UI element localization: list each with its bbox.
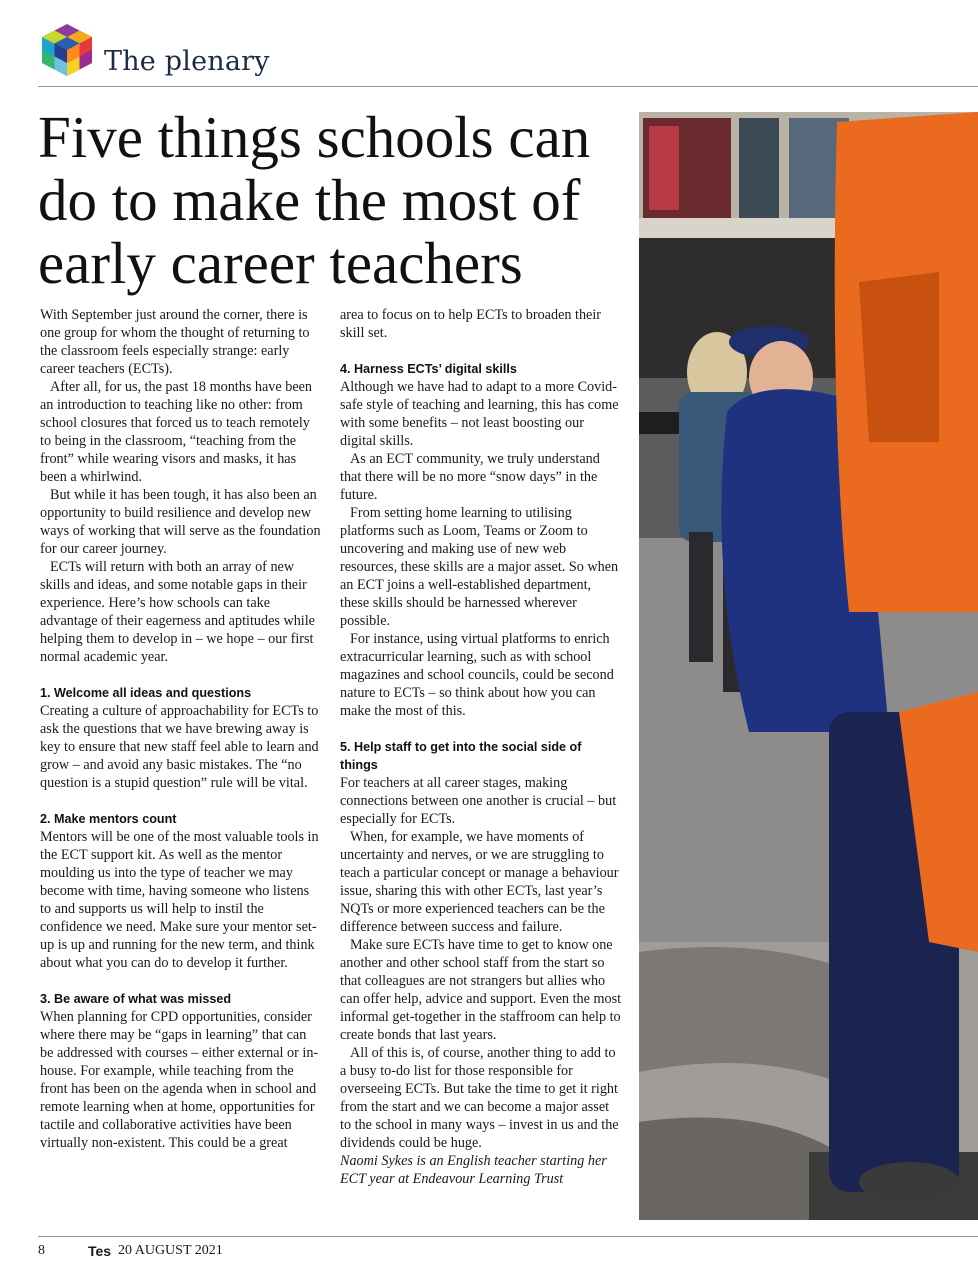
section-5-paragraph: All of this is, of course, another thing to add to a busy to-do list for those responsible for overseeing ECTs. But take the time to get it right from the start and we can become a major asset to the school in many ways – invest in us and the dividends could be huge.: [340, 1045, 619, 1151]
section-4-paragraph: From setting home learning to utilising platforms such as Loom, Teams or Zoom to uncovering and making use of new web resources, these skills are a major asset. So when an ECT joins a well-established department, these skills should be harnessed wherever possible.: [340, 505, 619, 629]
intro-paragraph: But while it has been tough, it has also been an opportunity to build resilience and develop new ways of working that will serve as the foundation for our career journey.: [40, 487, 321, 557]
article-column-2: [340, 306, 622, 1188]
section-heading-2: 2. Make mentors count: [40, 812, 177, 826]
section-heading-3: 3. Be aware of what was missed: [40, 992, 232, 1006]
section-4-paragraph: As an ECT community, we truly understand that there will be no more “snow days” in the future.: [340, 451, 600, 503]
section-1-paragraph: Creating a culture of approachability for ECTs to ask the questions that we have brewing away is key to ensure that new staff feel able to learn and grow – and avoid any basic mistakes. The “no question is a stupid question” rule will be vital.: [40, 703, 319, 791]
man-carrying-orange-letter-photo-icon: [639, 112, 978, 1220]
section-label: The plenary: [104, 46, 270, 77]
page-header: [38, 22, 978, 88]
section-5-paragraph: When, for example, we have moments of uncertainty and nerves, or we are struggling to teach a particular concept or manage a behaviour issue, sharing this with other ECTs, last year’s NQTs or more experienced teachers can be the difference between success and failure.: [340, 829, 619, 935]
section-4-paragraph: For instance, using virtual platforms to enrich extracurricular learning, such as with school magazines and school councils, could be second nature to ECTs – so think about how you can make the most of this.: [340, 631, 614, 719]
section-heading-4: 4. Harness ECTs’ digital skills: [340, 362, 517, 376]
section-heading-1: 1. Welcome all ideas and questions: [40, 686, 252, 700]
section-heading-5: 5. Help staff to get into the social side of things: [340, 740, 582, 772]
cube-mosaic-logo-icon: [38, 22, 96, 78]
section-3-paragraph-cont: area to focus on to help ECTs to broaden their skill set.: [340, 307, 602, 341]
article-title: Five things schools can do to make the most of early career teachers: [38, 104, 591, 296]
section-5-paragraph: Make sure ECTs have time to get to know one another and other school staff from the start so that colleagues are not strangers but allies who can offer help, advice and support. Even the most informal get-together in the staffroom can help to create bonds that last years.: [340, 937, 622, 1043]
intro-paragraph: After all, for us, the past 18 months have been an introduction to teaching like no other: from school closures that forced us to teach remotely to being in the classroom, “teaching from the front” while wearing visors and masks, it has been a whirlwind.: [40, 379, 313, 485]
author-byline: Naomi Sykes is an English teacher starting her ECT year at Endeavour Learning Trust: [340, 1153, 607, 1187]
section-4-paragraph: Although we have had to adapt to a more Covid-safe style of teaching and learning, this has come with some benefits – not least boosting our digital skills.: [340, 379, 619, 449]
header-divider: [38, 86, 978, 87]
section-2-paragraph: Mentors will be one of the most valuable tools in the ECT support kit. As well as the mentor moulding us into the type of teacher we may become with time, having someone who listens to and supports us will help to instil the confidence we need. Make sure your mentor set-up is up and running for the new term, and think about what you can do to develop it further.: [40, 829, 319, 971]
footer-divider: [38, 1236, 978, 1237]
issue-date: 20 AUGUST 2021: [118, 1243, 223, 1258]
page-number: 8: [38, 1243, 45, 1258]
section-5-paragraph: For teachers at all career stages, making connections between one another is crucial – but especially for ECTs.: [340, 775, 617, 827]
article-column-1: [40, 306, 322, 1152]
section-3-paragraph: When planning for CPD opportunities, consider where there may be “gaps in learning” that can be addressed with courses – either external or in-house. For example, while teaching from the front has been on the agenda when in school and remote learning when at home, opportunities for tactile and collaborative activities have been virtually non-existent. This could be a great: [40, 1009, 319, 1151]
intro-paragraph: With September just around the corner, there is one group for whom the thought of returning to the classroom feels especially strange: early career teachers (ECTs).: [40, 307, 310, 377]
brand-name: Tes: [88, 1243, 112, 1259]
intro-paragraph: ECTs will return with both an array of new skills and ideas, and some notable gaps in their experience. Here’s how schools can take advantage of their eagerness and aptitudes while helping them to develop in – we hope – our first normal academic year.: [40, 559, 315, 665]
